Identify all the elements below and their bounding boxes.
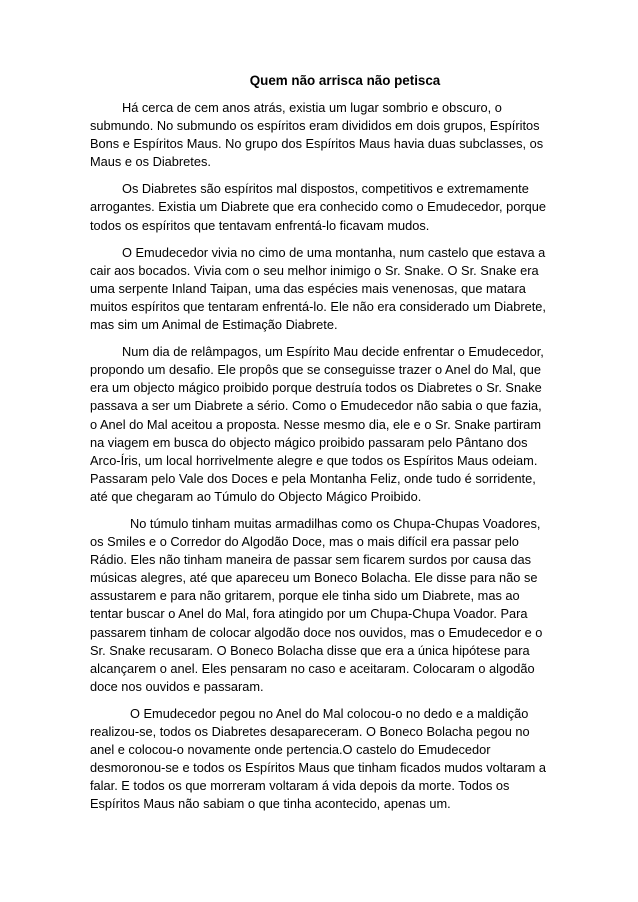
paragraph-6: O Emudecedor pegou no Anel do Mal colocou-o no dedo e a maldição realizou-se, todos os Diabretes desapareceram. O Boneco Bolacha pegou no anel e colocou-o novamente onde pertencia.O castelo do Emudecedor desmoronou-se e todos os Espíritos Maus que tinham ficados mudos voltaram a falar. E todos os que morreram voltaram á vida depois da morte. Todos os Espíritos Maus não sabiam o que tinha acontecido, apenas um. (90, 705, 546, 812)
paragraph-1: Há cerca de cem anos atrás, existia um lugar sombrio e obscuro, o submundo. No submundo os espíritos eram divididos em dois grupos, Espíritos Bons e Espíritos Maus. No grupo dos Espíritos Maus havia duas subclasses, os Maus e os Diabretes. (90, 100, 544, 170)
paragraph-5: No túmulo tinham muitas armadilhas como os Chupa-Chupas Voadores, os Smiles e o Corredor do Algodão Doce, mas o mais difícil era passar pelo Rádio. Eles não tinham maneira de passar sem ficarem surdos por causa das músicas alegres, até que apareceu um Boneco Bolacha. Ele disse para não se assustarem e para não gritarem, porque ele tinha sido um Diabrete, mas ao tentar buscar o Anel do Mal, fora atingido por um Chupa-Chupa Voador. Para passarem tinham de colocar algodão doce nos ouvidos, mas o Emudecedor e o Sr. Snake recusaram. O Boneco Bolacha disse que era a única hipótese para alcançarem o anel. Eles pensaram no caso e aceitaram. Colocaram o algodão doce nos ouvidos e passaram. (90, 515, 543, 694)
paragraph-2: Os Diabretes são espíritos mal dispostos, competitivos e extremamente arrogantes. Existia um Diabrete que era conhecido como o Emudecedor, porque todos os espíritos que tentavam enfrentá-lo ficavam mudos. (90, 181, 546, 233)
paragraph-4: Num dia de relâmpagos, um Espírito Mau decide enfrentar o Emudecedor, propondo um desafio. Ele propôs que se conseguisse trazer o Anel do Mal, que era um objecto mágico proibido porque destruía todos os Diabretes o Sr. Snake passava a ser um Diabrete a sério. Como o Emudecedor não sabia o que fazia, o Anel do Mal aceitou a proposta. Nesse mesmo dia, ele e o Sr. Snake partiram na viagem em busca do objecto mágico proibido passaram pelo Pântano dos Arco-Íris, um local horrivelmente alegre e que todos os Espíritos Maus odeiam. Passaram pelo Vale dos Doces e pela Montanha Feliz, onde tudo é sorridente, até que chegaram ao Túmulo do Objecto Mágico Proibido. (90, 344, 544, 504)
paragraph-3: O Emudecedor vivia no cimo de uma montanha, num castelo que estava a cair aos bocados. Vivia com o seu melhor inimigo o Sr. Snake. O Sr. Snake era uma serpente Inland Taipan, uma das espécies mais venenosas, que matara muitos espíritos que tentaram enfrentá-lo. Ele não era considerado um Diabrete, mas sim um Animal de Estimação Diabrete. (90, 244, 546, 333)
document-title: Quem não arrisca não petisca (249, 73, 441, 88)
document-body (90, 99, 548, 822)
